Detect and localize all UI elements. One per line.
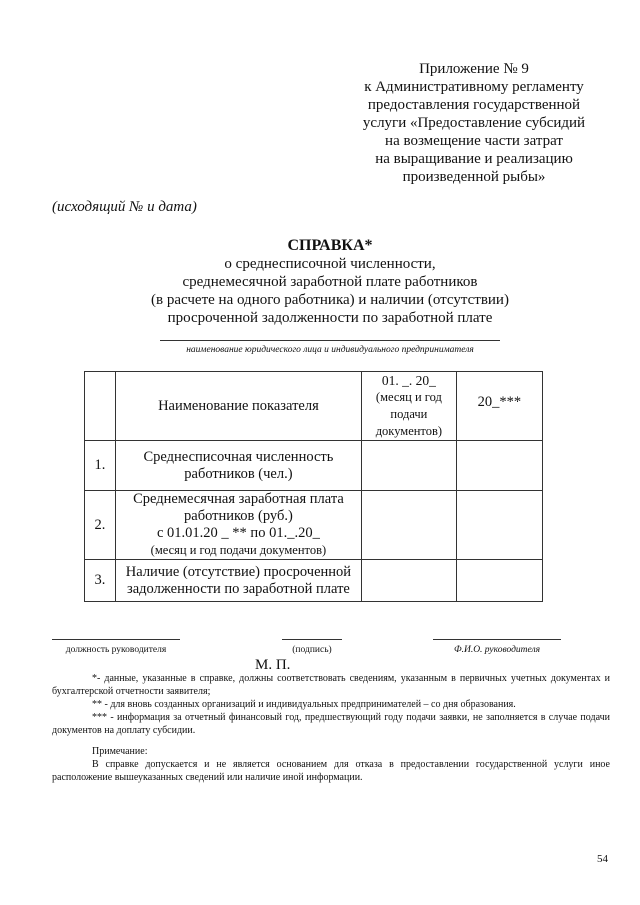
table-row (85, 560, 543, 602)
row-name-line: работников (чел.) (184, 465, 293, 482)
page-number: 54 (597, 853, 608, 865)
appendix-line: на выращивание и реализацию (375, 151, 573, 167)
stamp-place: М. П. (255, 657, 291, 673)
row-name-line: Среднемесячная заработная плата (133, 491, 344, 507)
appendix-line: к Административному регламенту (364, 79, 584, 95)
row-name-line: Наличие (отсутствие) просроченной (125, 563, 352, 580)
row-name-subnote: (месяц и год подачи документов) (150, 543, 327, 557)
header-date-line: (месяц и год (375, 390, 442, 404)
title-line: о среднесписочной численности, (224, 256, 436, 272)
header-date-line: 01. _. 20_ (381, 373, 436, 388)
row-value-cell[interactable] (456, 441, 542, 491)
appendix-line: Приложение № 9 (419, 61, 529, 77)
row-name-cell (115, 491, 361, 560)
title-line: среднемесячной заработной плате работников (182, 274, 478, 290)
footnote-1: *- данные, указанные в справке, должны соответствовать сведениям, указанным в первичных учетных документах и бухгалтерской отчетности заявителя; (52, 673, 610, 697)
header-year-cell: 20_*** (456, 372, 542, 441)
table-header-row (85, 372, 543, 441)
header-date-cell (362, 372, 457, 441)
indicators-table (84, 371, 543, 602)
position-signature-line (52, 639, 180, 640)
fio-caption: Ф.И.О. руководителя (453, 645, 541, 655)
spacer (52, 737, 610, 745)
header-name-cell: Наименование показателя (115, 372, 361, 441)
appendix-header (340, 60, 608, 186)
title-line: (в расчете на одного работника) и наличии (отсутствии) (151, 292, 509, 308)
title-main: СПРАВКА* (287, 237, 373, 254)
row-name-line: работников (руб.) (184, 508, 293, 524)
header-date-line: документов) (375, 424, 443, 438)
appendix-line: услуги «Предоставление субсидий (362, 115, 586, 131)
row-name-line: с 01.01.20 _ ** по 01._.20_ (157, 525, 320, 541)
row-name-cell (115, 441, 361, 491)
remark-title: Примечание: (92, 746, 148, 757)
fio-signature-line (433, 639, 561, 640)
row-value-cell[interactable] (362, 491, 457, 560)
header-date-line: подачи (390, 407, 428, 421)
appendix-line: на возмещение части затрат (385, 133, 563, 149)
row-value-cell[interactable] (362, 560, 457, 602)
footnotes (52, 672, 610, 784)
row-value-cell[interactable] (456, 560, 542, 602)
footnote-3: *** - информация за отчетный финансовый год, предшествующий году подачи заявки, не заполняется в случае подачи документов на доплату субсидии. (52, 712, 610, 736)
row-number: 3. (85, 560, 116, 602)
signature-caption: (подпись) (292, 645, 332, 655)
entity-name-caption: наименование юридического лица и индивидуального предпринимателя (186, 345, 474, 355)
row-name-line: Среднесписочная численность (143, 448, 334, 465)
document-title (60, 237, 600, 327)
row-value-cell[interactable] (456, 491, 542, 560)
title-line: просроченной задолженности по заработной плате (167, 310, 493, 326)
appendix-line: предоставления государственной (367, 97, 581, 113)
row-value-cell[interactable] (362, 441, 457, 491)
appendix-line: произведенной рыбы» (402, 169, 546, 185)
entity-name-line (160, 340, 500, 341)
table-row (85, 491, 543, 560)
row-name-cell (115, 560, 361, 602)
remark-text: В справке допускается и не является основанием для отказа в предоставлении государственной услуги иное расположение вышеуказанных сведений или наличие иной информации. (52, 759, 610, 783)
position-caption: должность руководителя (65, 645, 167, 655)
row-name-line: задолженности по заработной плате (126, 580, 350, 597)
table-row (85, 441, 543, 491)
outgoing-number-date: (исходящий № и дата) (52, 199, 197, 215)
row-number: 1. (85, 441, 116, 491)
header-num-cell (85, 372, 116, 441)
signature-line (282, 639, 342, 640)
footnote-2: ** - для вновь созданных организаций и индивидуальных предпринимателей – со дня образования. (92, 699, 516, 710)
row-number: 2. (85, 491, 116, 560)
